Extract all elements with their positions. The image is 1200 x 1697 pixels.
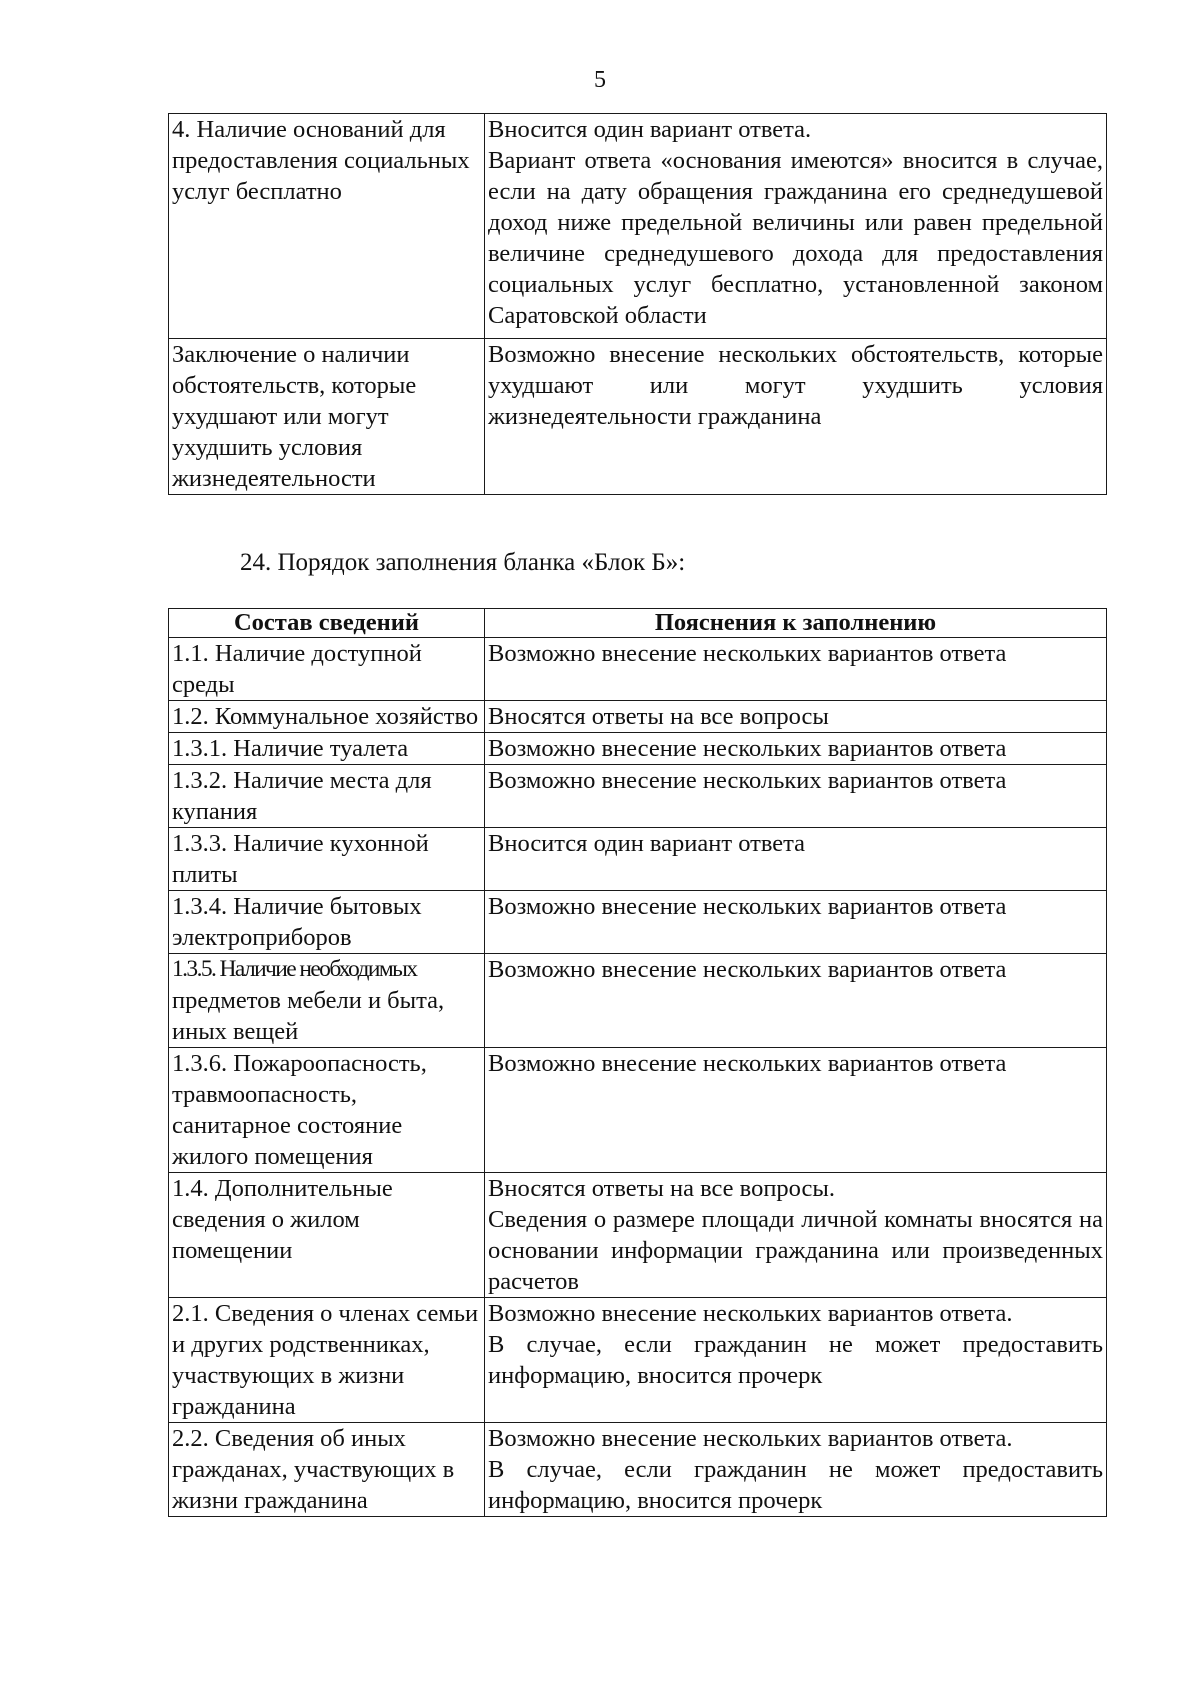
row-explanation xyxy=(485,638,1107,701)
table-top-continuation xyxy=(168,113,1107,495)
explanation-line: Сведения о размере площади личной комнаты вносятся на основании информации гражданина или произведенных расчетов xyxy=(488,1206,1103,1295)
explanation-line: Возможно внесение нескольких вариантов ответа xyxy=(488,767,1007,794)
row-label-rest: предметов мебели и быта, иных вещей xyxy=(172,987,445,1045)
page-number: 5 xyxy=(594,67,606,93)
explanation-line: В случае, если гражданин не может предоставить информацию, вносится прочерк xyxy=(488,1456,1103,1514)
row-explanation xyxy=(485,339,1107,495)
row-label: 1.1. Наличие доступной среды xyxy=(169,638,485,701)
column-header-composition: Состав сведений xyxy=(169,609,485,638)
table-row xyxy=(169,638,1107,701)
row-explanation xyxy=(485,828,1107,891)
table-row xyxy=(169,114,1107,339)
explanation-line: Возможно внесение нескольких вариантов ответа xyxy=(488,735,1007,762)
explanation-line: Возможно внесение нескольких вариантов ответа xyxy=(488,640,1007,667)
row-label: 1.3.6. Пожароопасность, травмоопасность, санитарное состояние жилого помещения xyxy=(169,1048,485,1173)
explanation-line: Вариант ответа «основания имеются» вносится в случае, если на дату обращения гражданина его среднедушевой доход ниже предельной величины или равен предельной величине среднедушевого дохода для предоставления социальных услуг бесплатно, установленной законом Саратовской области xyxy=(488,147,1103,329)
row-label: 1.3.3. Наличие кухонной плиты xyxy=(169,828,485,891)
row-explanation xyxy=(485,1423,1107,1517)
row-label: 2.2. Сведения об иных гражданах, участвующих в жизни гражданина xyxy=(169,1423,485,1517)
row-explanation xyxy=(485,701,1107,733)
row-label: 4. Наличие оснований для предоставления социальных услуг бесплатно xyxy=(169,114,485,339)
explanation-line: Возможно внесение нескольких вариантов ответа. xyxy=(488,1300,1013,1327)
table-row xyxy=(169,765,1107,828)
table-row xyxy=(169,1048,1107,1173)
explanation-line: Возможно внесение нескольких вариантов ответа. xyxy=(488,1425,1013,1452)
table-row xyxy=(169,733,1107,765)
table-row xyxy=(169,1298,1107,1423)
row-explanation xyxy=(485,891,1107,954)
row-label xyxy=(169,954,485,1048)
explanation-line: Вносится один вариант ответа xyxy=(488,830,806,857)
explanation-line: Возможно внесение нескольких вариантов ответа xyxy=(488,956,1007,983)
table-row xyxy=(169,1423,1107,1517)
row-explanation xyxy=(485,1048,1107,1173)
row-explanation xyxy=(485,765,1107,828)
section-heading: 24. Порядок заполнения бланка «Блок Б»: xyxy=(240,549,686,576)
explanation-line: Вносится один вариант ответа. xyxy=(488,116,812,143)
row-explanation xyxy=(485,733,1107,765)
column-header-explanations: Пояснения к заполнению xyxy=(485,609,1107,638)
row-label: 1.2. Коммунальное хозяйство xyxy=(169,701,485,733)
table-row xyxy=(169,828,1107,891)
row-label: 1.3.2. Наличие места для купания xyxy=(169,765,485,828)
table-block-b-instructions xyxy=(168,608,1107,1517)
row-label: 1.4. Дополнительные сведения о жилом помещении xyxy=(169,1173,485,1298)
row-label-compressed: 1.3.5. Наличие необходимых xyxy=(172,956,417,982)
table-row xyxy=(169,954,1107,1048)
row-explanation xyxy=(485,1298,1107,1423)
table-header-row xyxy=(169,609,1107,638)
table-row xyxy=(169,701,1107,733)
table-row xyxy=(169,1173,1107,1298)
explanation-line: Возможно внесение нескольких обстоятельств, которые ухудшают или могут ухудшить условия жизнедеятельности гражданина xyxy=(488,341,1103,430)
table-row xyxy=(169,891,1107,954)
row-explanation xyxy=(485,114,1107,339)
explanation-line: Возможно внесение нескольких вариантов ответа xyxy=(488,1050,1007,1077)
row-label: 2.1. Сведения о членах семьи и других родственниках, участвующих в жизни гражданина xyxy=(169,1298,485,1423)
row-label: 1.3.1. Наличие туалета xyxy=(169,733,485,765)
explanation-line: Вносятся ответы на все вопросы. xyxy=(488,1175,835,1202)
row-label: Заключение о наличии обстоятельств, которые ухудшают или могут ухудшить условия жизнедеятельности xyxy=(169,339,485,495)
explanation-line: В случае, если гражданин не может предоставить информацию, вносится прочерк xyxy=(488,1331,1103,1389)
table-row xyxy=(169,339,1107,495)
explanation-line: Вносятся ответы на все вопросы xyxy=(488,703,829,730)
row-explanation xyxy=(485,1173,1107,1298)
row-explanation xyxy=(485,954,1107,1048)
row-label: 1.3.4. Наличие бытовых электроприборов xyxy=(169,891,485,954)
explanation-line: Возможно внесение нескольких вариантов ответа xyxy=(488,893,1007,920)
